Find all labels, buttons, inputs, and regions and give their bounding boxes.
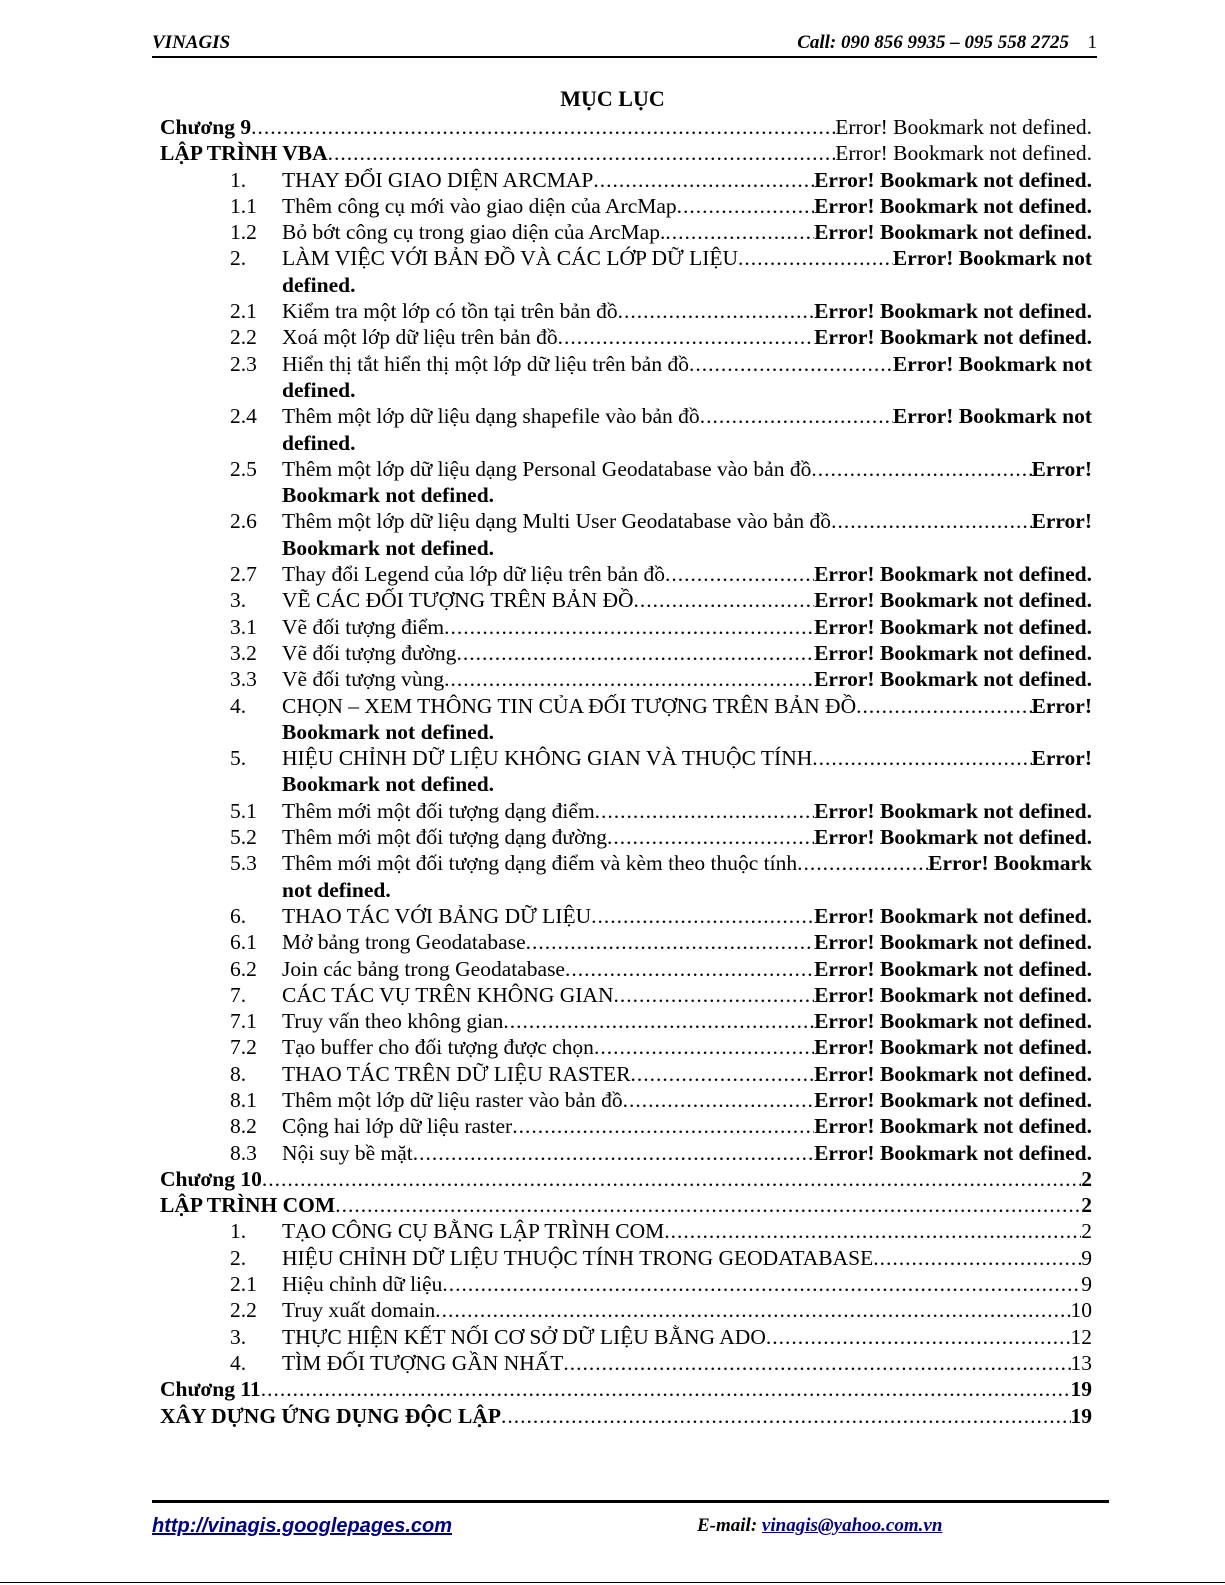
toc-dot-leader <box>563 1350 1070 1376</box>
toc-dot-leader <box>444 666 814 692</box>
toc-entry-page: Error! Bookmark not defined. <box>814 220 1092 245</box>
toc-entry-page: Error! Bookmark not <box>892 246 1092 271</box>
toc-entry-label: Thêm mới một đối tượng dạng đường <box>282 825 607 850</box>
toc-entry-number: 3.3 <box>230 667 257 692</box>
toc-dot-leader <box>665 561 814 587</box>
toc-entry-page: Error! Bookmark not <box>892 351 1092 376</box>
table-of-contents <box>160 114 1092 1429</box>
page-number: 1 <box>1087 32 1097 53</box>
toc-entry-label: THAO TÁC TRÊN DỮ LIỆU RASTER <box>282 1061 631 1086</box>
toc-entry[interactable] <box>160 1403 1092 1429</box>
toc-entry[interactable] <box>160 1061 1092 1087</box>
toc-entry-continuation: Bookmark not defined. <box>282 483 495 508</box>
toc-entry-label: Xoá một lớp dữ liệu trên bản đồ <box>282 325 558 350</box>
toc-entry-number: 2.2 <box>230 325 257 350</box>
toc-entry-page: 13 <box>1070 1350 1092 1375</box>
email-label: E-mail: <box>697 1515 758 1536</box>
toc-entry-number: 2.5 <box>230 456 257 481</box>
toc-dot-leader <box>413 1140 814 1166</box>
toc-entry[interactable] <box>160 693 1092 719</box>
toc-dot-leader <box>873 1245 1081 1271</box>
toc-entry-page: Error! Bookmark not defined. <box>814 903 1092 928</box>
header-phone: Call: 090 856 9935 – 095 558 2725 <box>797 32 1069 53</box>
toc-entry[interactable] <box>160 193 1092 219</box>
toc-dot-leader <box>435 1297 1070 1323</box>
toc-dot-leader <box>594 1034 814 1060</box>
toc-entry-label: Thay đổi Legend của lớp dữ liệu trên bản đồ <box>282 562 666 587</box>
toc-entry[interactable] <box>160 1350 1092 1376</box>
toc-dot-leader <box>607 824 814 850</box>
toc-entry-continuation: defined. <box>282 272 356 297</box>
toc-entry-page: Error! Bookmark not defined. <box>814 667 1092 692</box>
toc-entry[interactable] <box>160 1008 1092 1034</box>
toc-entry-label: Chương 10 <box>160 1166 262 1191</box>
toc-entry-page: 9 <box>1081 1272 1092 1297</box>
toc-entry-label: Chương 11 <box>160 1377 261 1402</box>
toc-entry-label: Thêm mới một đối tượng dạng điểm và kèm theo thuộc tính <box>282 851 798 876</box>
toc-entry-page: 9 <box>1081 1245 1092 1270</box>
toc-entry[interactable] <box>160 1087 1092 1113</box>
toc-entry-page: Error! <box>1031 693 1092 718</box>
toc-entry-number: 2.6 <box>230 509 257 534</box>
toc-entry[interactable] <box>160 351 1092 377</box>
toc-entry[interactable] <box>160 587 1092 613</box>
toc-entry-label: Cộng hai lớp dữ liệu raster <box>282 1114 513 1139</box>
toc-entry-number: 5.1 <box>230 798 257 823</box>
toc-entry[interactable] <box>160 956 1092 982</box>
toc-entry-page: Error! Bookmark not defined. <box>814 930 1092 955</box>
toc-entry-label: TÌM ĐỐI TƯỢNG GẦN NHẤT <box>282 1350 564 1375</box>
toc-entry-page: Error! <box>1031 509 1092 534</box>
toc-entry-label: Thêm một lớp dữ liệu dạng Multi User Geodatabase vào bản đồ <box>282 509 832 534</box>
toc-entry-page: Error! Bookmark not defined. <box>814 798 1092 823</box>
toc-entry[interactable] <box>160 903 1092 929</box>
toc-entry[interactable] <box>160 140 1092 166</box>
toc-entry-page: Error! Bookmark not defined. <box>814 982 1092 1007</box>
toc-entry[interactable] <box>160 298 1092 324</box>
toc-entry-page: 2 <box>1081 1219 1092 1244</box>
toc-entry[interactable] <box>160 1034 1092 1060</box>
toc-dot-leader <box>444 614 814 640</box>
toc-entry-page: Error! Bookmark not defined. <box>814 614 1092 639</box>
toc-entry-page: Error! Bookmark not defined. <box>814 956 1092 981</box>
toc-entry-number: 8.2 <box>230 1114 257 1139</box>
toc-entry[interactable] <box>160 666 1092 692</box>
toc-entry-label: Thêm mới một đối tượng dạng điểm <box>282 798 595 823</box>
toc-dot-leader <box>613 982 814 1008</box>
toc-entry-number: 2.7 <box>230 562 257 587</box>
toc-dot-leader <box>700 403 893 429</box>
email-block <box>697 1515 942 1537</box>
toc-dot-leader <box>501 1403 1071 1429</box>
toc-dot-leader <box>591 903 814 929</box>
toc-entry-number: 7.2 <box>230 1035 257 1060</box>
toc-entry-page: Error! <box>1031 456 1092 481</box>
toc-dot-leader <box>328 140 836 166</box>
toc-dot-leader <box>262 1166 1081 1192</box>
toc-dot-leader <box>456 640 814 666</box>
toc-entry-number: 2. <box>230 1245 247 1270</box>
toc-entry-label: Join các bảng trong Geodatabase <box>282 956 565 981</box>
toc-entry-number: 1.1 <box>230 193 257 218</box>
toc-dot-leader <box>335 1192 1081 1218</box>
toc-entry-label: Tạo buffer cho đối tượng được chọn <box>282 1035 594 1060</box>
toc-entry-page: Error! Bookmark not defined. <box>814 562 1092 587</box>
toc-title: MỤC LỤC <box>560 86 665 111</box>
toc-dot-leader <box>738 245 893 271</box>
toc-entry-label: HIỆU CHỈNH DỮ LIỆU KHÔNG GIAN VÀ THUỘC TÍNH <box>282 746 813 771</box>
toc-entry-page: Error! Bookmark not defined. <box>814 640 1092 665</box>
toc-entry-number: 6.2 <box>230 956 257 981</box>
toc-entry[interactable] <box>160 1166 1092 1192</box>
toc-entry-number: 3.1 <box>230 614 257 639</box>
toc-entry-label: VẼ CÁC ĐỐI TƯỢNG TRÊN BẢN ĐỒ <box>282 588 634 613</box>
toc-entry-page: 2 <box>1081 1166 1092 1191</box>
toc-entry-number: 3. <box>230 588 247 613</box>
toc-entry-label: LÀM VIỆC VỚI BẢN ĐỒ VÀ CÁC LỚP DỮ LIỆU <box>282 246 739 271</box>
toc-entry-label: THAO TÁC VỚI BẢNG DỮ LIỆU <box>282 903 592 928</box>
toc-entry-number: 4. <box>230 1350 247 1375</box>
toc-entry[interactable] <box>160 982 1092 1008</box>
toc-entry[interactable] <box>160 1218 1092 1244</box>
toc-entry-continuation: not defined. <box>282 877 391 902</box>
toc-entry-label: TẠO CÔNG CỤ BẰNG LẬP TRÌNH COM <box>282 1219 665 1244</box>
toc-dot-leader <box>665 219 814 245</box>
toc-entry[interactable] <box>160 219 1092 245</box>
toc-dot-leader <box>595 798 814 824</box>
email-link[interactable]: vinagis@yahoo.com.vn <box>761 1515 943 1536</box>
toc-entry-page: Error! Bookmark not defined. <box>835 141 1092 166</box>
toc-entry-label: Nội suy bề mặt <box>282 1140 413 1165</box>
toc-entry-number: 2.4 <box>230 404 257 429</box>
toc-entry-number: 8.3 <box>230 1140 257 1165</box>
toc-entry[interactable] <box>160 1297 1092 1323</box>
toc-dot-leader <box>634 587 815 613</box>
toc-entry-number: 7.1 <box>230 1009 257 1034</box>
toc-entry[interactable] <box>160 798 1092 824</box>
toc-entry[interactable] <box>160 561 1092 587</box>
toc-entry[interactable] <box>160 167 1092 193</box>
header-brand: VINAGIS <box>152 32 231 53</box>
toc-entry-label: Truy vấn theo không gian <box>282 1009 504 1034</box>
toc-entry-page: 19 <box>1070 1403 1092 1428</box>
toc-dot-leader <box>856 693 1031 719</box>
toc-dot-leader <box>558 324 814 350</box>
toc-entry-number: 5. <box>230 746 247 771</box>
toc-entry-number: 7. <box>230 982 247 1007</box>
toc-entry-number: 2.2 <box>230 1298 257 1323</box>
toc-entry-number: 5.2 <box>230 825 257 850</box>
toc-entry[interactable] <box>160 614 1092 640</box>
toc-entry-page: Error! Bookmark not defined. <box>814 299 1092 324</box>
toc-dot-leader <box>251 114 835 140</box>
toc-entry-page: Error! Bookmark not defined. <box>814 1114 1092 1139</box>
toc-entry-number: 3.2 <box>230 640 257 665</box>
toc-entry-page: Error! Bookmark not defined. <box>814 1035 1092 1060</box>
toc-entry-label: Vẽ đối tượng điểm <box>282 614 445 639</box>
toc-dot-leader <box>766 1324 1071 1350</box>
toc-entry-label: Vẽ đối tượng vùng <box>282 667 445 692</box>
toc-entry-label: THỰC HIỆN KẾT NỐI CƠ SỞ DỮ LIỆU BẰNG ADO <box>282 1324 766 1349</box>
toc-entry-continuation: Bookmark not defined. <box>282 535 495 560</box>
page-header <box>152 30 1097 58</box>
toc-entry[interactable] <box>160 850 1092 876</box>
toc-entry-continuation: Bookmark not defined. <box>282 772 495 797</box>
toc-entry-number: 3. <box>230 1324 247 1349</box>
toc-entry-continuation: Bookmark not defined. <box>282 719 495 744</box>
toc-entry-label: Hiển thị tắt hiển thị một lớp dữ liệu trên bản đồ <box>282 351 689 376</box>
toc-dot-leader <box>811 456 1031 482</box>
toc-entry-number: 8. <box>230 1061 247 1086</box>
toc-entry-number: 2.1 <box>230 1272 257 1297</box>
toc-dot-leader <box>593 167 814 193</box>
toc-entry-label: XÂY DỰNG ỨNG DỤNG ĐỘC LẬP <box>160 1403 501 1428</box>
toc-entry-label: Thêm công cụ mới vào giao diện của ArcMap <box>282 193 677 218</box>
toc-entry-number: 6. <box>230 903 247 928</box>
toc-dot-leader <box>812 745 1031 771</box>
toc-dot-leader <box>677 193 814 219</box>
toc-entry-page: Error! Bookmark not defined. <box>814 1061 1092 1086</box>
toc-entry[interactable] <box>160 1376 1092 1402</box>
toc-entry-page: Error! Bookmark not defined. <box>814 1140 1092 1165</box>
toc-entry-page: Error! Bookmark not defined. <box>814 193 1092 218</box>
toc-entry[interactable] <box>160 824 1092 850</box>
toc-entry-number: 8.1 <box>230 1087 257 1112</box>
toc-entry[interactable] <box>160 1324 1092 1350</box>
toc-entry-label: Truy xuất domain <box>282 1298 436 1323</box>
toc-entry[interactable] <box>160 745 1092 771</box>
toc-entry-page: Error! Bookmark not defined. <box>814 325 1092 350</box>
toc-entry[interactable] <box>160 403 1092 429</box>
toc-entry-page: Error! Bookmark not defined. <box>814 588 1092 613</box>
toc-entry-page: Error! Bookmark not defined. <box>835 115 1092 139</box>
toc-entry[interactable] <box>160 508 1092 534</box>
toc-dot-leader <box>565 956 814 982</box>
toc-entry[interactable] <box>160 456 1092 482</box>
toc-entry[interactable] <box>160 1245 1092 1271</box>
toc-entry-label: Chương 9 <box>160 115 252 139</box>
toc-entry-page: Error! Bookmark not defined. <box>814 167 1092 192</box>
toc-entry-page: Error! Bookmark not defined. <box>814 825 1092 850</box>
toc-entry-page: Error! Bookmark not defined. <box>814 1087 1092 1112</box>
page-footer <box>152 1500 1109 1537</box>
toc-entry-continuation: defined. <box>282 377 356 402</box>
toc-entry-page: Error! Bookmark <box>928 851 1092 876</box>
toc-entry[interactable] <box>160 640 1092 666</box>
toc-entry-number: 2.1 <box>230 299 257 324</box>
toc-dot-leader <box>623 1087 814 1113</box>
toc-entry-continuation: defined. <box>282 430 356 455</box>
toc-entry-number: 1. <box>230 1219 247 1244</box>
toc-entry[interactable] <box>160 1140 1092 1166</box>
website-link[interactable]: http://vinagis.googlepages.com <box>152 1515 453 1537</box>
toc-entry-page: 2 <box>1081 1193 1092 1218</box>
toc-dot-leader <box>664 1218 1081 1244</box>
toc-entry-label: Bỏ bớt công cụ trong giao diện của ArcMap. <box>282 220 666 245</box>
toc-entry[interactable] <box>160 114 1092 140</box>
toc-dot-leader <box>797 850 928 876</box>
toc-entry[interactable] <box>160 1113 1092 1139</box>
toc-entry-page: Error! Bookmark not defined. <box>814 1009 1092 1034</box>
toc-entry-label: Thêm một lớp dữ liệu dạng shapefile vào bản đồ <box>282 404 700 429</box>
toc-entry-label: Hiệu chỉnh dữ liệu <box>282 1272 443 1297</box>
toc-entry-label: Thêm một lớp dữ liệu raster vào bản đồ <box>282 1087 623 1112</box>
toc-entry-label: CHỌN – XEM THÔNG TIN CỦA ĐỐI TƯỢNG TRÊN BẢN ĐỒ <box>282 693 857 718</box>
toc-entry-number: 2. <box>230 246 247 271</box>
toc-entry-label: Mở bảng trong Geodatabase <box>282 930 526 955</box>
toc-entry[interactable] <box>160 929 1092 955</box>
toc-dot-leader <box>618 298 815 324</box>
toc-entry-page: 10 <box>1070 1298 1092 1323</box>
toc-entry-number: 4. <box>230 693 247 718</box>
toc-entry-label: HIỆU CHỈNH DỮ LIỆU THUỘC TÍNH TRONG GEODATABASE <box>282 1245 874 1270</box>
toc-entry-number: 1.2 <box>230 220 257 245</box>
toc-dot-leader <box>503 1008 814 1034</box>
toc-entry[interactable] <box>160 245 1092 271</box>
toc-entry-label: Thêm một lớp dữ liệu dạng Personal Geodatabase vào bản đồ <box>282 456 812 481</box>
toc-dot-leader <box>442 1271 1081 1297</box>
toc-entry-label: LẬP TRÌNH COM <box>160 1193 336 1218</box>
toc-dot-leader <box>689 351 893 377</box>
toc-entry-label: Kiểm tra một lớp có tồn tại trên bản đồ <box>282 299 618 324</box>
toc-entry-label: LẬP TRÌNH VBA <box>160 141 328 166</box>
toc-entry-label: CÁC TÁC VỤ TRÊN KHÔNG GIAN <box>282 982 614 1007</box>
toc-entry-page: Error! <box>1031 746 1092 771</box>
bottom-rule <box>0 1582 1225 1583</box>
toc-entry[interactable] <box>160 1271 1092 1297</box>
toc-entry-page: Error! Bookmark not <box>892 404 1092 429</box>
toc-entry-number: 2.3 <box>230 351 257 376</box>
toc-dot-leader <box>831 508 1031 534</box>
toc-dot-leader <box>261 1376 1071 1402</box>
toc-entry-label: THAY ĐỔI GIAO DIỆN ARCMAP <box>282 167 594 192</box>
toc-dot-leader <box>512 1113 814 1139</box>
toc-entry-number: 6.1 <box>230 930 257 955</box>
toc-entry-page: 19 <box>1070 1377 1092 1402</box>
toc-entry-number: 1. <box>230 167 247 192</box>
toc-entry[interactable] <box>160 324 1092 350</box>
toc-entry-label: Vẽ đối tượng đường <box>282 640 457 665</box>
toc-entry-page: 12 <box>1070 1324 1092 1349</box>
toc-dot-leader <box>631 1061 815 1087</box>
toc-entry[interactable] <box>160 1192 1092 1218</box>
toc-entry-number: 5.3 <box>230 851 257 876</box>
toc-dot-leader <box>526 929 814 955</box>
